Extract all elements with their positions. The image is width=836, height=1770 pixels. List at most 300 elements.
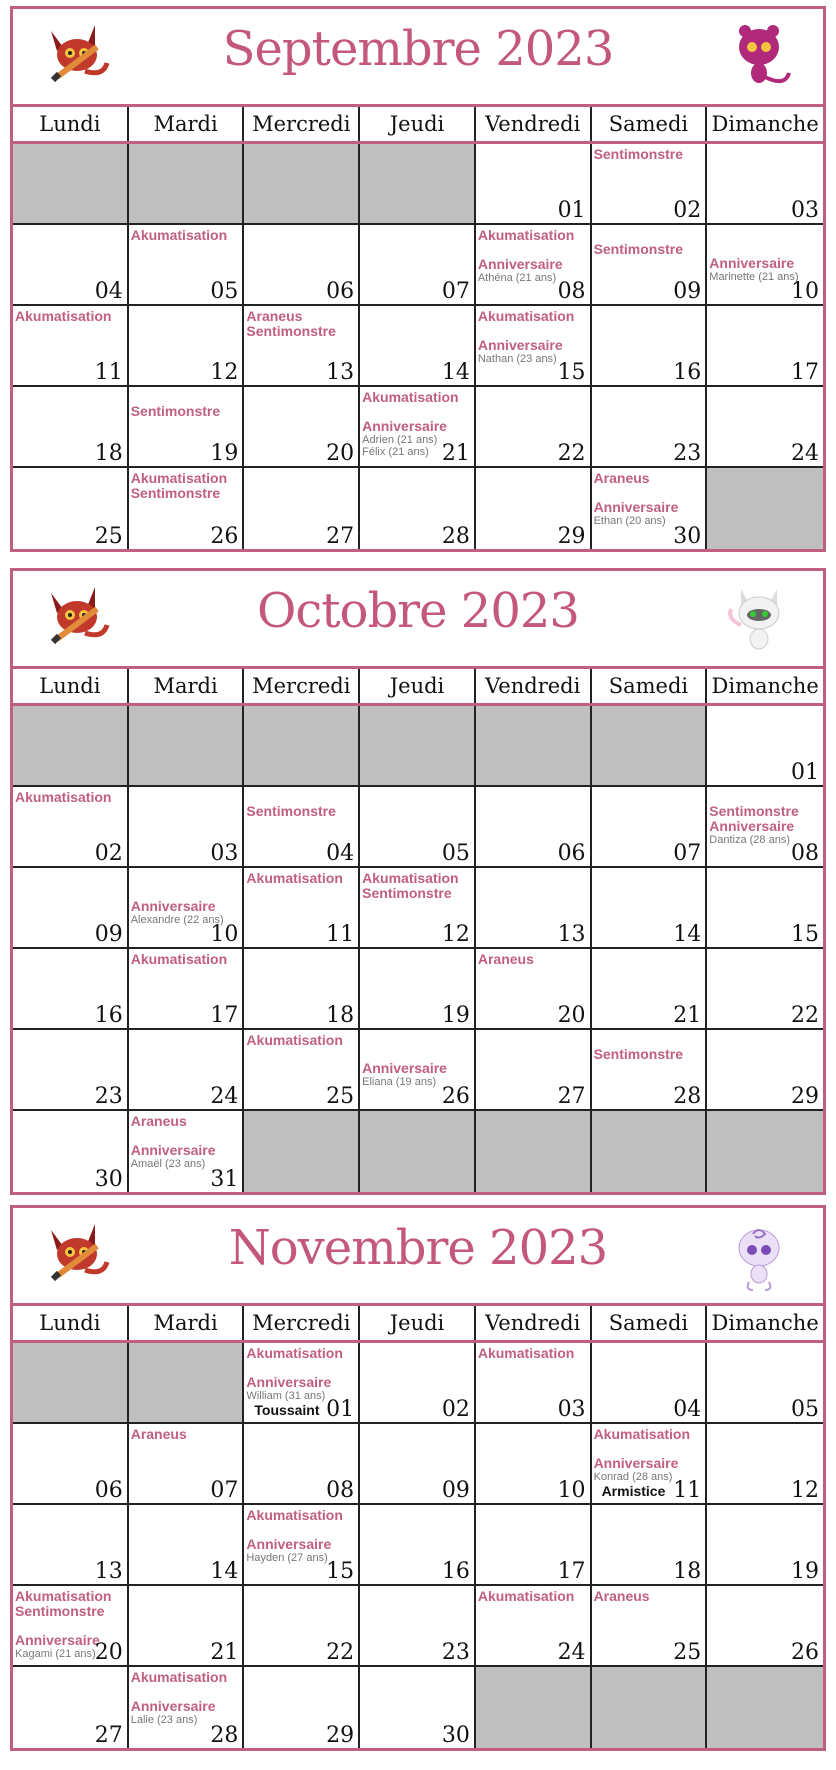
- day-number: 10: [557, 1478, 586, 1503]
- day-number: 13: [557, 922, 586, 947]
- birthday-name: Amaël (23 ans): [130, 1158, 206, 1170]
- day-cell[interactable]: [360, 225, 476, 306]
- day-cell[interactable]: [592, 1030, 708, 1111]
- empty-day-cell: [476, 706, 592, 787]
- event-label: Sentimonstre: [593, 146, 684, 162]
- birthday-name: Hayden (27 ans): [246, 1552, 328, 1564]
- day-cell[interactable]: [707, 144, 823, 225]
- event-label: Akumatisation: [477, 1588, 575, 1604]
- event-label: Akumatisation: [593, 1426, 691, 1442]
- day-cell[interactable]: [360, 1667, 476, 1748]
- day-number: 23: [673, 441, 702, 466]
- day-cell[interactable]: [244, 1030, 360, 1111]
- spacer: [246, 1523, 356, 1537]
- day-cell[interactable]: [244, 868, 360, 949]
- month-title: Septembre 2023: [222, 21, 614, 77]
- day-cell[interactable]: [13, 468, 129, 549]
- day-number: 02: [94, 841, 123, 866]
- event-label: Anniversaire: [246, 1374, 332, 1390]
- day-number: 04: [94, 279, 123, 304]
- day-cell[interactable]: [592, 787, 708, 868]
- day-number: 15: [326, 1559, 355, 1584]
- day-number: 14: [441, 360, 470, 385]
- day-events: [478, 1346, 588, 1361]
- event-label: Sentimonstre: [246, 803, 336, 819]
- event-label: Sentimonstre: [362, 885, 452, 901]
- day-cell[interactable]: [360, 1030, 476, 1111]
- day-cell[interactable]: [476, 1424, 592, 1505]
- weekday-label: Samedi: [592, 107, 708, 141]
- day-number: 21: [441, 441, 470, 466]
- day-number: 18: [94, 441, 123, 466]
- day-events: [594, 1033, 704, 1062]
- day-cell[interactable]: [244, 1667, 360, 1748]
- day-cell[interactable]: [476, 468, 592, 549]
- day-cell[interactable]: [707, 1586, 823, 1667]
- day-cell[interactable]: [360, 387, 476, 468]
- event-label: Akumatisation: [477, 1345, 575, 1361]
- empty-day-cell: [592, 1667, 708, 1748]
- day-cell[interactable]: [13, 1424, 129, 1505]
- day-cell[interactable]: [592, 868, 708, 949]
- day-cell[interactable]: [592, 1586, 708, 1667]
- weekday-label: Samedi: [592, 1306, 708, 1340]
- day-cell[interactable]: [360, 1343, 476, 1424]
- day-cell[interactable]: [244, 468, 360, 549]
- empty-day-cell: [129, 144, 245, 225]
- day-cell[interactable]: [707, 787, 823, 868]
- day-cell[interactable]: [13, 1505, 129, 1586]
- day-number: 14: [673, 922, 702, 947]
- month-calendar: [10, 1205, 826, 1751]
- day-number: 24: [210, 1084, 239, 1109]
- empty-day-cell: [476, 1111, 592, 1192]
- day-cell[interactable]: [592, 387, 708, 468]
- day-cell[interactable]: [360, 949, 476, 1030]
- day-number: 29: [326, 1723, 355, 1748]
- spacer: [478, 243, 588, 257]
- day-cell[interactable]: [592, 949, 708, 1030]
- day-cell[interactable]: [13, 949, 129, 1030]
- spacer: [362, 1047, 472, 1061]
- day-events: [131, 952, 241, 967]
- day-number: 22: [791, 1003, 819, 1028]
- day-cell[interactable]: [129, 1424, 245, 1505]
- day-cell[interactable]: [360, 468, 476, 549]
- day-cell[interactable]: [360, 306, 476, 387]
- day-number: 09: [673, 279, 702, 304]
- weekday-label: Jeudi: [360, 1306, 476, 1340]
- day-cell[interactable]: [592, 468, 708, 549]
- day-number: 22: [557, 441, 586, 466]
- holiday-label: Armistice: [601, 1483, 666, 1499]
- day-number: 11: [94, 360, 123, 385]
- day-number: 26: [210, 524, 239, 549]
- day-cell[interactable]: [476, 787, 592, 868]
- month-calendar: [10, 6, 826, 552]
- day-number: 12: [441, 922, 470, 947]
- day-events: [15, 790, 125, 805]
- empty-day-cell: [244, 144, 360, 225]
- day-events: [246, 1033, 356, 1048]
- day-number: 13: [326, 360, 355, 385]
- birthday-name: Lalie (23 ans): [130, 1714, 198, 1726]
- day-cell[interactable]: [129, 1586, 245, 1667]
- day-grid: [13, 1343, 823, 1748]
- day-cell[interactable]: [707, 1505, 823, 1586]
- day-number: 27: [94, 1723, 123, 1748]
- birthday-name: Adrien (21 ans): [362, 434, 438, 446]
- holiday-label: Toussaint: [254, 1402, 320, 1418]
- event-label: Anniversaire: [477, 337, 563, 353]
- weekday-label: Vendredi: [476, 669, 592, 703]
- empty-day-cell: [592, 706, 708, 787]
- day-number: 08: [557, 279, 586, 304]
- day-cell[interactable]: [707, 225, 823, 306]
- weekday-header-row: [13, 107, 823, 144]
- event-label: Akumatisation: [130, 1669, 228, 1685]
- spacer: [15, 1619, 125, 1633]
- day-cell[interactable]: [360, 787, 476, 868]
- day-cell[interactable]: [129, 949, 245, 1030]
- day-number: 07: [673, 841, 702, 866]
- day-cell[interactable]: [707, 706, 823, 787]
- event-label: Araneus: [246, 308, 303, 324]
- day-cell[interactable]: [244, 387, 360, 468]
- day-cell[interactable]: [360, 1505, 476, 1586]
- day-cell[interactable]: [244, 1505, 360, 1586]
- day-cell[interactable]: [707, 1424, 823, 1505]
- day-number: 16: [94, 1003, 123, 1028]
- day-number: 25: [94, 524, 123, 549]
- day-cell[interactable]: [244, 949, 360, 1030]
- event-label: Araneus: [593, 470, 650, 486]
- day-number: 01: [326, 1397, 355, 1422]
- day-cell[interactable]: [476, 144, 592, 225]
- empty-day-cell: [707, 1111, 823, 1192]
- day-events: [594, 1589, 704, 1604]
- day-cell[interactable]: [476, 1030, 592, 1111]
- day-number: 20: [94, 1640, 123, 1665]
- spacer: [246, 1361, 356, 1375]
- day-cell[interactable]: [360, 1424, 476, 1505]
- day-number: 08: [791, 841, 819, 866]
- day-number: 16: [441, 1559, 470, 1584]
- day-number: 18: [326, 1003, 355, 1028]
- event-label: Akumatisation: [246, 1345, 343, 1361]
- event-label: Akumatisation: [477, 308, 575, 324]
- empty-day-cell: [129, 1343, 245, 1424]
- day-number: 03: [210, 841, 239, 866]
- day-cell[interactable]: [13, 306, 129, 387]
- spacer: [709, 242, 821, 256]
- event-label: Akumatisation: [362, 870, 459, 886]
- day-number: 23: [441, 1640, 470, 1665]
- event-label: Araneus: [130, 1113, 187, 1129]
- day-cell[interactable]: [707, 306, 823, 387]
- event-label: Anniversaire: [246, 1536, 332, 1552]
- day-number: 02: [441, 1397, 470, 1422]
- weekday-header-row: [13, 669, 823, 706]
- day-number: 22: [326, 1640, 355, 1665]
- day-cell[interactable]: [13, 868, 129, 949]
- day-number: 09: [441, 1478, 470, 1503]
- event-label: Araneus: [130, 1426, 187, 1442]
- empty-day-cell: [360, 1111, 476, 1192]
- day-cell[interactable]: [592, 1343, 708, 1424]
- event-label: Anniversaire: [593, 1455, 679, 1471]
- day-number: 24: [557, 1640, 586, 1665]
- day-number: 28: [210, 1723, 239, 1748]
- day-cell[interactable]: [707, 387, 823, 468]
- day-number: 31: [210, 1167, 239, 1192]
- spacer: [594, 228, 704, 242]
- event-label: Anniversaire: [362, 1060, 447, 1076]
- day-events: [131, 1670, 241, 1726]
- day-cell[interactable]: [707, 949, 823, 1030]
- weekday-label: Mardi: [129, 107, 245, 141]
- empty-day-cell: [707, 468, 823, 549]
- weekday-label: Jeudi: [360, 107, 476, 141]
- event-label: Anniversaire: [130, 1142, 216, 1158]
- event-label: Sentimonstre: [709, 803, 799, 819]
- birthday-name: Kagami (21 ans): [15, 1648, 96, 1660]
- event-label: Anniversaire: [709, 255, 795, 271]
- day-cell[interactable]: [592, 1424, 708, 1505]
- event-label: Akumatisation: [15, 1588, 112, 1604]
- day-cell[interactable]: [592, 225, 708, 306]
- event-label: Anniversaire: [709, 818, 795, 834]
- event-label: Sentimonstre: [593, 241, 684, 257]
- day-number: 15: [557, 360, 586, 385]
- day-cell[interactable]: [13, 1586, 129, 1667]
- day-cell[interactable]: [244, 1343, 360, 1424]
- day-cell[interactable]: [129, 387, 245, 468]
- empty-day-cell: [129, 706, 245, 787]
- day-number: 06: [94, 1478, 123, 1503]
- birthday-name: Konrad (28 ans): [593, 1471, 673, 1483]
- day-number: 11: [673, 1478, 702, 1503]
- day-number: 06: [326, 279, 355, 304]
- day-number: 10: [791, 279, 819, 304]
- day-cell[interactable]: [129, 1667, 245, 1748]
- day-cell[interactable]: [129, 225, 245, 306]
- day-cell[interactable]: [707, 1030, 823, 1111]
- birthday-name: Ethan (20 ans): [593, 515, 666, 527]
- day-number: 03: [791, 198, 819, 223]
- weekday-label: Mercredi: [244, 669, 360, 703]
- spacer: [362, 1033, 472, 1047]
- day-cell[interactable]: [707, 868, 823, 949]
- day-cell[interactable]: [592, 144, 708, 225]
- empty-day-cell: [707, 1667, 823, 1748]
- day-cell[interactable]: [244, 1586, 360, 1667]
- day-number: 01: [791, 760, 819, 785]
- day-grid: [13, 706, 823, 1192]
- spacer: [246, 790, 356, 804]
- spacer: [594, 1442, 704, 1456]
- day-cell[interactable]: [129, 1505, 245, 1586]
- day-cell[interactable]: [476, 1343, 592, 1424]
- birthday-name: Nathan (23 ans): [477, 353, 557, 365]
- weekday-label: Lundi: [13, 107, 129, 141]
- day-number: 30: [94, 1167, 123, 1192]
- spacer: [362, 405, 472, 419]
- day-number: 07: [210, 1478, 239, 1503]
- event-label: Akumatisation: [130, 227, 228, 243]
- birthday-name: William (31 ans): [246, 1390, 326, 1402]
- purple-kwami-icon: [719, 1216, 799, 1296]
- event-label: Akumatisation: [246, 1032, 343, 1048]
- empty-day-cell: [360, 706, 476, 787]
- day-cell[interactable]: [129, 306, 245, 387]
- day-cell[interactable]: [476, 225, 592, 306]
- day-cell[interactable]: [476, 387, 592, 468]
- spacer: [131, 885, 241, 899]
- weekday-label: Dimanche: [711, 112, 819, 136]
- day-number: 12: [791, 1478, 819, 1503]
- day-number: 16: [673, 360, 702, 385]
- weekday-label: Jeudi: [360, 669, 476, 703]
- day-number: 13: [94, 1559, 123, 1584]
- day-number: 21: [210, 1640, 239, 1665]
- day-cell[interactable]: [476, 1586, 592, 1667]
- event-label: Akumatisation: [246, 870, 343, 886]
- day-cell[interactable]: [476, 949, 592, 1030]
- day-events: [131, 871, 241, 926]
- day-number: 09: [94, 922, 123, 947]
- event-label: Akumatisation: [130, 951, 228, 967]
- birthday-name: Eliana (19 ans): [362, 1076, 437, 1088]
- day-cell[interactable]: [360, 1586, 476, 1667]
- day-cell[interactable]: [13, 387, 129, 468]
- month-calendar: [10, 568, 826, 1195]
- spacer: [594, 486, 704, 500]
- day-events: [131, 471, 241, 501]
- day-cell[interactable]: [592, 1505, 708, 1586]
- day-cell[interactable]: [360, 868, 476, 949]
- day-number: 04: [673, 1397, 702, 1422]
- day-events: [246, 790, 356, 819]
- day-number: 12: [210, 360, 239, 385]
- event-label: Akumatisation: [362, 389, 459, 405]
- day-events: [131, 228, 241, 243]
- event-label: Sentimonstre: [130, 485, 221, 501]
- day-cell[interactable]: [129, 1030, 245, 1111]
- day-events: [131, 1427, 241, 1442]
- day-number: 19: [791, 1559, 819, 1584]
- day-events: [594, 471, 704, 527]
- day-cell[interactable]: [476, 1505, 592, 1586]
- day-events: [594, 1427, 704, 1483]
- day-events: [594, 228, 704, 257]
- day-number: 26: [441, 1084, 470, 1109]
- weekday-label: Mardi: [129, 1306, 245, 1340]
- month-title: Novembre 2023: [228, 1220, 608, 1276]
- pink-kwami-icon: [719, 17, 799, 97]
- event-label: Anniversaire: [593, 499, 679, 515]
- weekday-label: Mardi: [129, 669, 245, 703]
- empty-day-cell: [360, 144, 476, 225]
- event-label: Anniversaire: [130, 1698, 216, 1714]
- day-number: 05: [791, 1397, 819, 1422]
- day-number: 27: [557, 1084, 586, 1109]
- event-label: Akumatisation: [15, 789, 112, 805]
- day-number: 03: [557, 1397, 586, 1422]
- day-number: 05: [210, 279, 239, 304]
- day-cell[interactable]: [244, 306, 360, 387]
- day-number: 05: [441, 841, 470, 866]
- day-cell[interactable]: [476, 868, 592, 949]
- day-events: [246, 871, 356, 886]
- day-events: [362, 871, 472, 901]
- event-label: Sentimonstre: [593, 1046, 684, 1062]
- birthday-name: Athéna (21 ans): [477, 272, 557, 284]
- day-cell[interactable]: [13, 1030, 129, 1111]
- month-header: [13, 9, 823, 107]
- event-label: Anniversaire: [362, 418, 447, 434]
- empty-day-cell: [13, 144, 129, 225]
- day-events: [709, 790, 821, 846]
- day-cell[interactable]: [244, 787, 360, 868]
- month-title: Octobre 2023: [257, 583, 579, 639]
- day-cell[interactable]: [13, 1667, 129, 1748]
- day-cell[interactable]: [244, 1424, 360, 1505]
- day-number: 29: [557, 524, 586, 549]
- day-cell[interactable]: [592, 306, 708, 387]
- day-events: [709, 228, 821, 283]
- day-number: 07: [441, 279, 470, 304]
- day-number: 26: [791, 1640, 819, 1665]
- day-cell[interactable]: [13, 225, 129, 306]
- day-number: 24: [791, 441, 819, 466]
- empty-day-cell: [13, 1343, 129, 1424]
- day-cell[interactable]: [129, 868, 245, 949]
- day-cell[interactable]: [476, 306, 592, 387]
- event-label: Sentimonstre: [130, 403, 221, 419]
- day-cell[interactable]: [707, 1343, 823, 1424]
- birthday-name: Dantiza (28 ans): [709, 834, 790, 846]
- day-number: 27: [326, 524, 355, 549]
- spacer: [131, 390, 241, 404]
- day-cell[interactable]: [129, 787, 245, 868]
- weekday-header-row: [13, 1306, 823, 1343]
- day-cell[interactable]: [13, 787, 129, 868]
- day-number: 21: [673, 1003, 702, 1028]
- birthday-name: Félix (21 ans): [362, 446, 429, 458]
- day-events: [15, 309, 125, 324]
- day-number: 17: [791, 360, 819, 385]
- weekday-label: Dimanche: [711, 674, 819, 698]
- spacer: [131, 1685, 241, 1699]
- day-events: [478, 228, 588, 284]
- event-label: Anniversaire: [15, 1632, 100, 1648]
- day-number: 29: [791, 1084, 819, 1109]
- day-cell[interactable]: [129, 1111, 245, 1192]
- event-label: Sentimonstre: [15, 1603, 105, 1619]
- empty-day-cell: [476, 1667, 592, 1748]
- weekday-label: Vendredi: [476, 1306, 592, 1340]
- day-number: 01: [557, 198, 586, 223]
- spacer: [131, 871, 241, 885]
- birthday-name: Marinette (21 ans): [709, 271, 799, 283]
- day-cell[interactable]: [129, 468, 245, 549]
- day-cell[interactable]: [13, 1111, 129, 1192]
- weekday-label: Vendredi: [476, 107, 592, 141]
- empty-day-cell: [244, 1111, 360, 1192]
- event-label: Sentimonstre: [246, 323, 336, 339]
- day-cell[interactable]: [244, 225, 360, 306]
